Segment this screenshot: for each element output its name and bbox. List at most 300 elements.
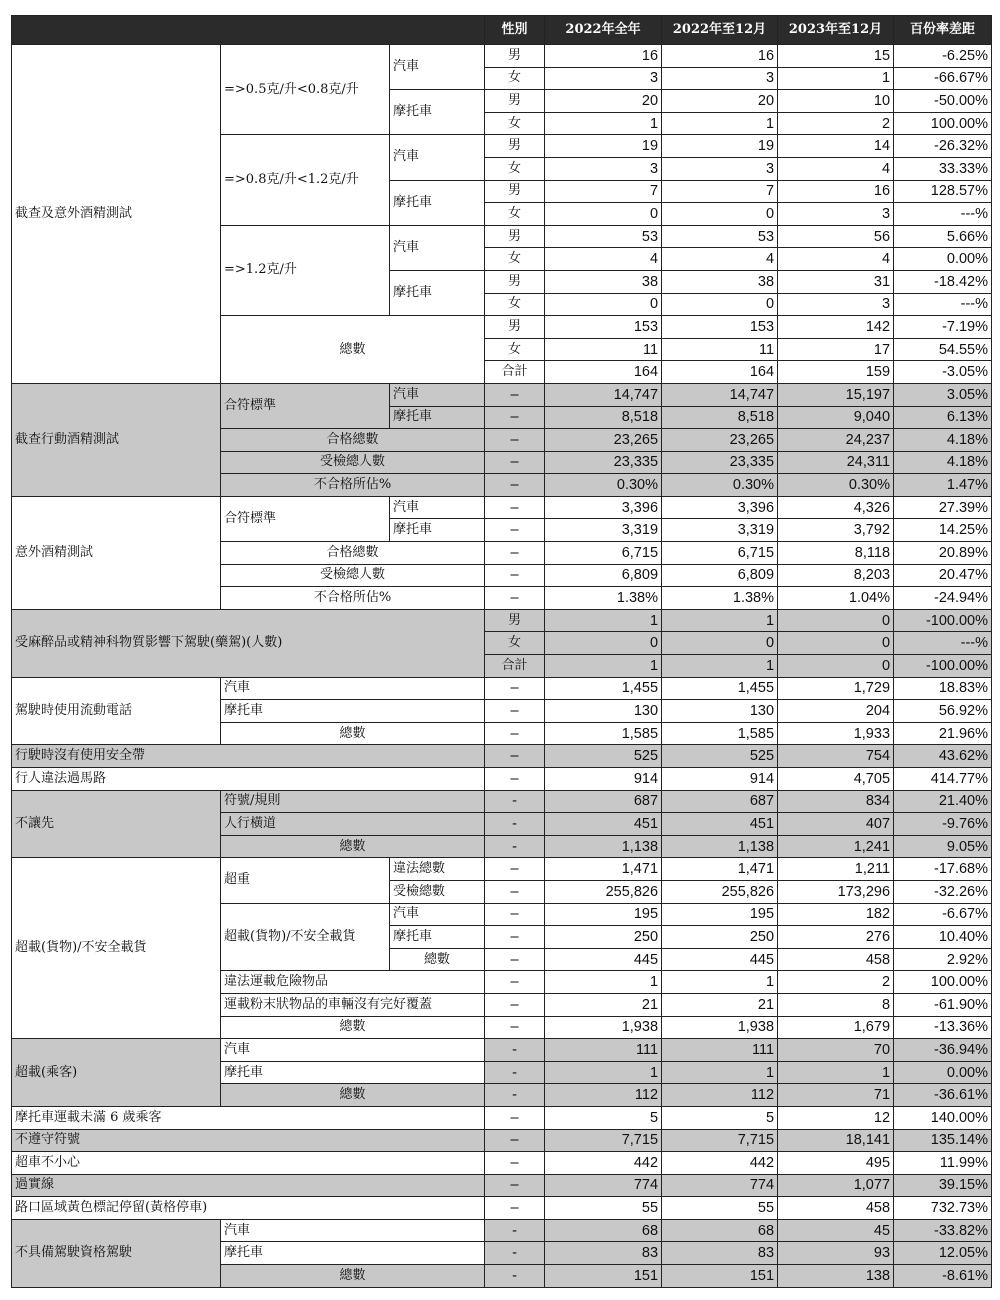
pct-cell: -61.90% [894, 993, 992, 1016]
dash-cell: – [485, 1106, 545, 1129]
pct-cell: -100.00% [894, 655, 992, 678]
value-cell: 2 [778, 112, 894, 135]
table-row [12, 768, 992, 791]
value-cell: 55 [662, 1197, 778, 1220]
value-cell: 1 [545, 655, 662, 678]
value-cell: 71 [778, 1084, 894, 1107]
gender-cell: 女 [485, 112, 545, 135]
header-2022-full: 2022年全年 [545, 16, 662, 45]
pct-cell: -17.68% [894, 858, 992, 881]
value-cell: 1,679 [778, 1016, 894, 1039]
value-cell: 19 [662, 135, 778, 158]
pct-cell: 0.00% [894, 248, 992, 271]
dash-cell: – [485, 1197, 545, 1220]
value-cell: 774 [662, 1174, 778, 1197]
vehicle-label: 汽車 [221, 677, 485, 700]
header-2022-dec: 2022年至12月 [662, 16, 778, 45]
value-cell: 112 [545, 1084, 662, 1107]
value-cell: 23,335 [545, 451, 662, 474]
pct-cell: 732.73% [894, 1197, 992, 1220]
pass-total-label: 合格總數 [221, 542, 485, 565]
dash-cell: - [485, 790, 545, 813]
pct-cell: -32.26% [894, 880, 992, 903]
value-cell: 14 [778, 135, 894, 158]
overweight-label: 超重 [221, 858, 390, 903]
dash-cell: – [485, 496, 545, 519]
pct-cell: 18.83% [894, 677, 992, 700]
value-cell: 7,715 [662, 1129, 778, 1152]
dash-cell: – [485, 519, 545, 542]
value-cell: 195 [662, 903, 778, 926]
pct-cell: -36.61% [894, 1084, 992, 1107]
dash-cell: - [485, 1061, 545, 1084]
pct-cell: 14.25% [894, 519, 992, 542]
value-cell: 1,938 [662, 1016, 778, 1039]
value-cell: 7,715 [545, 1129, 662, 1152]
value-cell: 1 [545, 1061, 662, 1084]
value-cell: 495 [778, 1152, 894, 1175]
pct-cell: -8.61% [894, 1265, 992, 1288]
header-gender: 性別 [485, 16, 545, 45]
table-row [12, 1039, 992, 1062]
value-cell: 445 [545, 948, 662, 971]
value-cell: 6,715 [545, 542, 662, 565]
dash-cell: – [485, 880, 545, 903]
pct-cell: 135.14% [894, 1129, 992, 1152]
value-cell: 0 [778, 632, 894, 655]
value-cell: 1 [662, 1061, 778, 1084]
pass-total-label: 合格總數 [221, 429, 485, 452]
band-label: =>0.5克/升<0.8克/升 [221, 45, 390, 135]
section-label: 超載(乘客) [12, 1039, 221, 1107]
dash-cell: – [485, 429, 545, 452]
pct-cell: -33.82% [894, 1219, 992, 1242]
value-cell: 8,203 [778, 564, 894, 587]
dash-cell: – [485, 1174, 545, 1197]
value-cell: 4 [778, 157, 894, 180]
total-label: 總數 [221, 1265, 485, 1288]
value-cell: 1 [545, 112, 662, 135]
value-cell: 1 [662, 112, 778, 135]
value-cell: 4 [545, 248, 662, 271]
pct-cell: -26.32% [894, 135, 992, 158]
vehicle-label: 摩托車 [390, 180, 485, 225]
value-cell: 255,826 [662, 880, 778, 903]
fail-pct-label: 不合格所佔% [221, 587, 485, 610]
value-cell: 14,747 [545, 383, 662, 406]
value-cell: 276 [778, 926, 894, 949]
value-cell: 112 [662, 1084, 778, 1107]
value-cell: 0 [662, 203, 778, 226]
dash-cell: – [485, 564, 545, 587]
table-row [12, 1129, 992, 1152]
value-cell: 23,265 [662, 429, 778, 452]
value-cell: 153 [662, 316, 778, 339]
dash-cell: - [485, 1039, 545, 1062]
standard-label: 合符標準 [221, 496, 390, 541]
section-label: 截查及意外酒精測試 [12, 45, 221, 384]
total-label: 總數 [221, 316, 485, 384]
vehicle-label: 摩托車 [390, 270, 485, 315]
value-cell: 17 [778, 338, 894, 361]
value-cell: 0 [545, 293, 662, 316]
vehicle-label: 摩托車 [390, 519, 485, 542]
pct-cell: 5.66% [894, 225, 992, 248]
section-label: 超載(貨物)/不安全載貨 [12, 858, 221, 1039]
gender-cell: 女 [485, 632, 545, 655]
value-cell: 10 [778, 90, 894, 113]
gender-cell: 女 [485, 293, 545, 316]
value-cell: 0.30% [662, 474, 778, 497]
sum-label: 合計 [485, 655, 545, 678]
dash-cell: - [485, 1265, 545, 1288]
dash-cell: – [485, 587, 545, 610]
dash-cell: – [485, 768, 545, 791]
total-label: 總數 [390, 948, 485, 971]
value-cell: 12 [778, 1106, 894, 1129]
value-cell: 451 [662, 813, 778, 836]
dash-cell: - [485, 1242, 545, 1265]
value-cell: 1,729 [778, 677, 894, 700]
dash-cell: – [485, 700, 545, 723]
section-label: 受麻醉品或精神科物質影響下駕駛(藥駕)(人數) [12, 609, 485, 677]
value-cell: 1 [778, 67, 894, 90]
pct-cell: 140.00% [894, 1106, 992, 1129]
value-cell: 16 [662, 45, 778, 68]
gender-cell: 男 [485, 180, 545, 203]
vehicle-label: 摩托車 [221, 1061, 485, 1084]
dash-cell: – [485, 722, 545, 745]
pct-cell: -24.94% [894, 587, 992, 610]
value-cell: 250 [545, 926, 662, 949]
value-cell: 1,933 [778, 722, 894, 745]
pct-cell: -6.25% [894, 45, 992, 68]
value-cell: 21 [545, 993, 662, 1016]
sub-label: 受檢總數 [390, 880, 485, 903]
pct-cell: 54.55% [894, 338, 992, 361]
value-cell: 914 [662, 768, 778, 791]
value-cell: 45 [778, 1219, 894, 1242]
value-cell: 1 [662, 655, 778, 678]
value-cell: 31 [778, 270, 894, 293]
pct-cell: 27.39% [894, 496, 992, 519]
gender-cell: 女 [485, 67, 545, 90]
pct-cell: -7.19% [894, 316, 992, 339]
value-cell: 3,396 [545, 496, 662, 519]
value-cell: 445 [662, 948, 778, 971]
header-pct-diff: 百份率差距 [894, 16, 992, 45]
value-cell: 15 [778, 45, 894, 68]
value-cell: 451 [545, 813, 662, 836]
gender-cell: 男 [485, 135, 545, 158]
value-cell: 16 [545, 45, 662, 68]
value-cell: 525 [662, 745, 778, 768]
value-cell: 458 [778, 1197, 894, 1220]
value-cell: 6,809 [545, 564, 662, 587]
band-label: =>0.8克/升<1.2克/升 [221, 135, 390, 225]
section-label: 超車不小心 [12, 1152, 485, 1175]
vehicle-label: 汽車 [390, 225, 485, 270]
value-cell: 195 [545, 903, 662, 926]
value-cell: 8,518 [662, 406, 778, 429]
overload-label: 超載(貨物)/不安全載貨 [221, 903, 390, 971]
value-cell: 130 [662, 700, 778, 723]
dash-cell: – [485, 677, 545, 700]
value-cell: 0.30% [545, 474, 662, 497]
table-row [12, 858, 992, 881]
value-cell: 1 [662, 609, 778, 632]
fail-pct-label: 不合格所佔% [221, 474, 485, 497]
value-cell: 754 [778, 745, 894, 768]
vehicle-label: 汽車 [221, 1219, 485, 1242]
pct-cell: -66.67% [894, 67, 992, 90]
value-cell: 1,585 [545, 722, 662, 745]
table-row [12, 677, 992, 700]
standard-label: 合符標準 [221, 383, 390, 428]
value-cell: 8 [778, 993, 894, 1016]
value-cell: 3 [778, 203, 894, 226]
value-cell: 1,241 [778, 835, 894, 858]
value-cell: 24,237 [778, 429, 894, 452]
dash-cell: – [485, 993, 545, 1016]
value-cell: 1 [545, 971, 662, 994]
value-cell: 5 [545, 1106, 662, 1129]
pct-cell: 414.77% [894, 768, 992, 791]
value-cell: 204 [778, 700, 894, 723]
value-cell: 16 [778, 180, 894, 203]
vehicle-label: 摩托車 [221, 1242, 485, 1265]
total-label: 總數 [221, 722, 485, 745]
pct-cell: 21.96% [894, 722, 992, 745]
section-label: 駕駛時使用流動電話 [12, 677, 221, 745]
section-label: 不遵守符號 [12, 1129, 485, 1152]
pct-cell: 33.33% [894, 157, 992, 180]
value-cell: 11 [662, 338, 778, 361]
value-cell: 3,396 [662, 496, 778, 519]
value-cell: 458 [778, 948, 894, 971]
value-cell: 1,138 [545, 835, 662, 858]
value-cell: 914 [545, 768, 662, 791]
section-label: 行駛時沒有使用安全帶 [12, 745, 485, 768]
value-cell: 1,455 [662, 677, 778, 700]
pct-cell: -13.36% [894, 1016, 992, 1039]
value-cell: 83 [545, 1242, 662, 1265]
section-label: 截查行動酒精測試 [12, 383, 221, 496]
value-cell: 93 [778, 1242, 894, 1265]
section-label: 過實線 [12, 1174, 485, 1197]
dash-cell: – [485, 948, 545, 971]
sub-label: 違法總數 [390, 858, 485, 881]
sub-label: 符號/規則 [221, 790, 485, 813]
header-2023-dec: 2023年至12月 [778, 16, 894, 45]
value-cell: 3,792 [778, 519, 894, 542]
value-cell: 0 [545, 203, 662, 226]
dash-cell: – [485, 903, 545, 926]
value-cell: 0 [778, 609, 894, 632]
value-cell: 4,326 [778, 496, 894, 519]
value-cell: 153 [545, 316, 662, 339]
value-cell: 525 [545, 745, 662, 768]
gender-cell: 男 [485, 609, 545, 632]
value-cell: 1,077 [778, 1174, 894, 1197]
dash-cell: – [485, 1152, 545, 1175]
pct-cell: 4.18% [894, 429, 992, 452]
gender-cell: 男 [485, 316, 545, 339]
value-cell: 6,809 [662, 564, 778, 587]
dash-cell: – [485, 474, 545, 497]
dash-cell: – [485, 451, 545, 474]
value-cell: 8,118 [778, 542, 894, 565]
section-label: 不讓先 [12, 790, 221, 858]
value-cell: 164 [545, 361, 662, 384]
value-cell: 3,319 [545, 519, 662, 542]
gender-cell: 女 [485, 203, 545, 226]
value-cell: 442 [662, 1152, 778, 1175]
sub-label: 人行橫道 [221, 813, 485, 836]
section-label: 路口區域黃色標記停留(黃格停車) [12, 1197, 485, 1220]
value-cell: 0 [778, 655, 894, 678]
value-cell: 68 [662, 1219, 778, 1242]
value-cell: 2 [778, 971, 894, 994]
vehicle-label: 汽車 [390, 135, 485, 180]
table-row [12, 609, 992, 632]
dash-cell: – [485, 1016, 545, 1039]
value-cell: 20 [662, 90, 778, 113]
value-cell: 3 [545, 157, 662, 180]
value-cell: 68 [545, 1219, 662, 1242]
vehicle-label: 汽車 [390, 45, 485, 90]
pct-cell: 3.05% [894, 383, 992, 406]
value-cell: 151 [662, 1265, 778, 1288]
value-cell: 159 [778, 361, 894, 384]
pct-cell: 9.05% [894, 835, 992, 858]
value-cell: 0 [662, 293, 778, 316]
value-cell: 23,265 [545, 429, 662, 452]
vehicle-label: 摩托車 [390, 926, 485, 949]
pct-cell: 128.57% [894, 180, 992, 203]
value-cell: 1.04% [778, 587, 894, 610]
value-cell: 687 [545, 790, 662, 813]
dash-cell: – [485, 971, 545, 994]
value-cell: 56 [778, 225, 894, 248]
pct-cell: 0.00% [894, 1061, 992, 1084]
gender-cell: 男 [485, 45, 545, 68]
value-cell: 182 [778, 903, 894, 926]
tested-total-label: 受檢總人數 [221, 564, 485, 587]
vehicle-label: 汽車 [390, 903, 485, 926]
dash-cell: – [485, 383, 545, 406]
pct-cell: 12.05% [894, 1242, 992, 1265]
gender-cell: 女 [485, 248, 545, 271]
value-cell: 38 [545, 270, 662, 293]
vehicle-label: 摩托車 [390, 406, 485, 429]
gender-cell: 女 [485, 338, 545, 361]
dash-cell: – [485, 745, 545, 768]
sub-label: 違法運載危險物品 [221, 971, 485, 994]
value-cell: 164 [662, 361, 778, 384]
sub-label: 運載粉末狀物品的車輛沒有完好覆蓋 [221, 993, 485, 1016]
vehicle-label: 摩托車 [221, 700, 485, 723]
value-cell: 11 [545, 338, 662, 361]
table-row [12, 790, 992, 813]
tested-total-label: 受檢總人數 [221, 451, 485, 474]
value-cell: 1,938 [545, 1016, 662, 1039]
value-cell: 3 [662, 67, 778, 90]
pct-cell: 4.18% [894, 451, 992, 474]
statistics-table [11, 15, 992, 1288]
total-label: 總數 [221, 1084, 485, 1107]
value-cell: 138 [778, 1265, 894, 1288]
value-cell: 0 [662, 632, 778, 655]
pct-cell: -18.42% [894, 270, 992, 293]
dash-cell: – [485, 926, 545, 949]
value-cell: 4,705 [778, 768, 894, 791]
section-label: 行人違法過馬路 [12, 768, 485, 791]
pct-cell: 56.92% [894, 700, 992, 723]
value-cell: 14,747 [662, 383, 778, 406]
gender-cell: 男 [485, 90, 545, 113]
value-cell: 151 [545, 1265, 662, 1288]
value-cell: 1 [545, 609, 662, 632]
value-cell: 1 [662, 971, 778, 994]
pct-cell: -36.94% [894, 1039, 992, 1062]
value-cell: 173,296 [778, 880, 894, 903]
value-cell: 1,471 [662, 858, 778, 881]
pct-cell: 43.62% [894, 745, 992, 768]
total-label: 總數 [221, 835, 485, 858]
value-cell: 53 [662, 225, 778, 248]
section-label: 意外酒精測試 [12, 496, 221, 609]
dash-cell: - [485, 813, 545, 836]
value-cell: 15,197 [778, 383, 894, 406]
pct-cell: 21.40% [894, 790, 992, 813]
gender-cell: 男 [485, 270, 545, 293]
pct-cell: 1.47% [894, 474, 992, 497]
value-cell: 4 [778, 248, 894, 271]
section-label: 不具備駕駛資格駕駛 [12, 1219, 221, 1287]
value-cell: 23,335 [662, 451, 778, 474]
table-row [12, 1219, 992, 1242]
value-cell: 24,311 [778, 451, 894, 474]
pct-cell: 11.99% [894, 1152, 992, 1175]
vehicle-label: 汽車 [221, 1039, 485, 1062]
value-cell: 1.38% [545, 587, 662, 610]
table-row [12, 1174, 992, 1197]
value-cell: 1,471 [545, 858, 662, 881]
pct-cell: 20.47% [894, 564, 992, 587]
value-cell: 1.38% [662, 587, 778, 610]
dash-cell: – [485, 406, 545, 429]
vehicle-label: 摩托車 [390, 90, 485, 135]
pct-cell: -6.67% [894, 903, 992, 926]
pct-cell: -3.05% [894, 361, 992, 384]
pct-cell: -9.76% [894, 813, 992, 836]
value-cell: 1,138 [662, 835, 778, 858]
value-cell: 55 [545, 1197, 662, 1220]
value-cell: 834 [778, 790, 894, 813]
value-cell: 3 [778, 293, 894, 316]
value-cell: 9,040 [778, 406, 894, 429]
band-label: =>1.2克/升 [221, 225, 390, 315]
value-cell: 0 [545, 632, 662, 655]
value-cell: 53 [545, 225, 662, 248]
value-cell: 6,715 [662, 542, 778, 565]
value-cell: 130 [545, 700, 662, 723]
value-cell: 250 [662, 926, 778, 949]
value-cell: 19 [545, 135, 662, 158]
value-cell: 83 [662, 1242, 778, 1265]
header-row [12, 16, 992, 45]
